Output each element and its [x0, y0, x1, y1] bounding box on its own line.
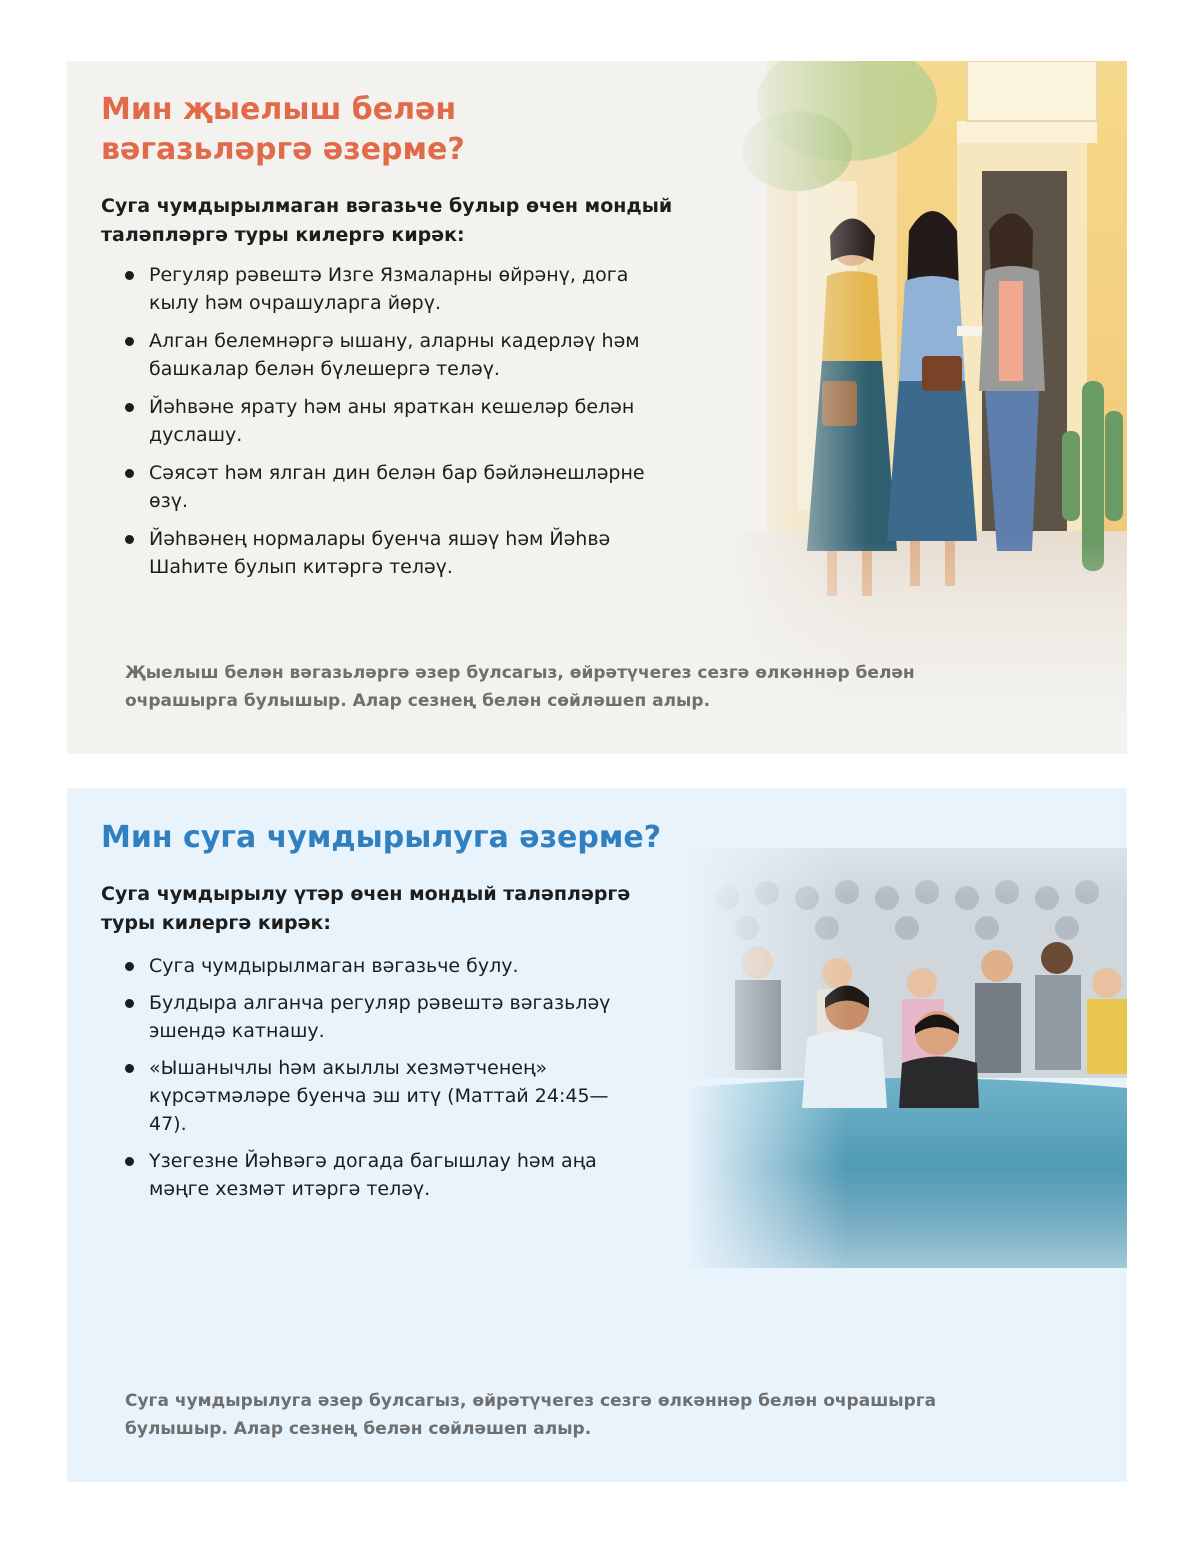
section-title: Мин суга чумдырылуга әзерме? — [101, 820, 662, 855]
list-item-text: Суга чумдырылмаган вәгазьче булу. — [149, 955, 519, 977]
list-item-text: Үзегезне Йәһвәгә догада багышлау һәм аңа мәңге хезмәт итәргә теләү. — [149, 1150, 597, 1200]
section-note: Җыелыш белән вәгазьләргә әзер булсагыз, өйрәтүчегез сезгә өлкәннәр белән очрашырга булышыр. Алар сезнең белән сөйләшеп алыр. — [125, 663, 915, 711]
bullet-icon — [125, 1064, 134, 1073]
list-item — [125, 989, 625, 1045]
list-item-text: Йәһвәне ярату һәм аны яраткан кешеләр белән дуслашу. — [149, 396, 635, 446]
list-item — [125, 1147, 625, 1203]
requirements-list — [125, 952, 625, 1212]
list-item-text: Алган белемнәргә ышану, аларны кадерләү һәм башкалар белән бүлешергә теләү. — [149, 330, 640, 380]
list-item — [125, 525, 665, 581]
list-item — [125, 1054, 625, 1138]
bullet-icon — [125, 535, 134, 544]
bullet-icon — [125, 337, 134, 346]
bullet-icon — [125, 469, 134, 478]
list-item — [125, 393, 665, 449]
illustration-baptism-pool — [687, 788, 1127, 1482]
list-item-text: Булдыра алганча регуляр рәвештә вәгазьләү эшендә катнашу. — [149, 992, 611, 1042]
section-baptism-readiness — [67, 788, 1127, 1482]
requirements-intro: Суга чумдырылу үтәр өчен мондый таләпләргә туры килергә кирәк: — [101, 883, 631, 934]
bullet-icon — [125, 999, 134, 1008]
list-item — [125, 459, 665, 515]
list-item-text: Йәһвәнең нормалары буенча яшәү һәм Йәһвә Шаһите булып китәргә теләү. — [149, 528, 611, 578]
list-item — [125, 327, 665, 383]
list-item-text: Регуляр рәвештә Изге Язмаларны өйрәнү, дога кылу һәм очрашуларга йөрү. — [149, 264, 629, 314]
requirements-intro: Суга чумдырылмаган вәгазьче булыр өчен мондый таләпләргә туры килергә кирәк: — [101, 195, 673, 246]
bullet-icon — [125, 962, 134, 971]
list-item — [125, 952, 625, 980]
bullet-icon — [125, 271, 134, 280]
list-item-text: Сәясәт һәм ялган дин белән бар бәйләнешләрне өзү. — [149, 462, 645, 512]
bullet-icon — [125, 1157, 134, 1166]
requirements-list — [125, 261, 665, 591]
section-publisher-readiness — [67, 61, 1127, 754]
illustration-three-women-at-door — [727, 61, 1127, 754]
list-item — [125, 261, 665, 317]
section-title: Мин җыелыш белән вәгазьләргә әзерме? — [101, 92, 465, 167]
bullet-icon — [125, 403, 134, 412]
section-note: Суга чумдырылуга әзер булсагыз, өйрәтүчегез сезгә өлкәннәр белән очрашырга булышыр. Алар сезнең белән сөйләшеп алыр. — [125, 1391, 937, 1439]
list-item-text: «Ышанычлы һәм акыллы хезмәтченең» күрсәтмәләре буенча эш итү (Маттай 24:45—47). — [149, 1057, 609, 1135]
